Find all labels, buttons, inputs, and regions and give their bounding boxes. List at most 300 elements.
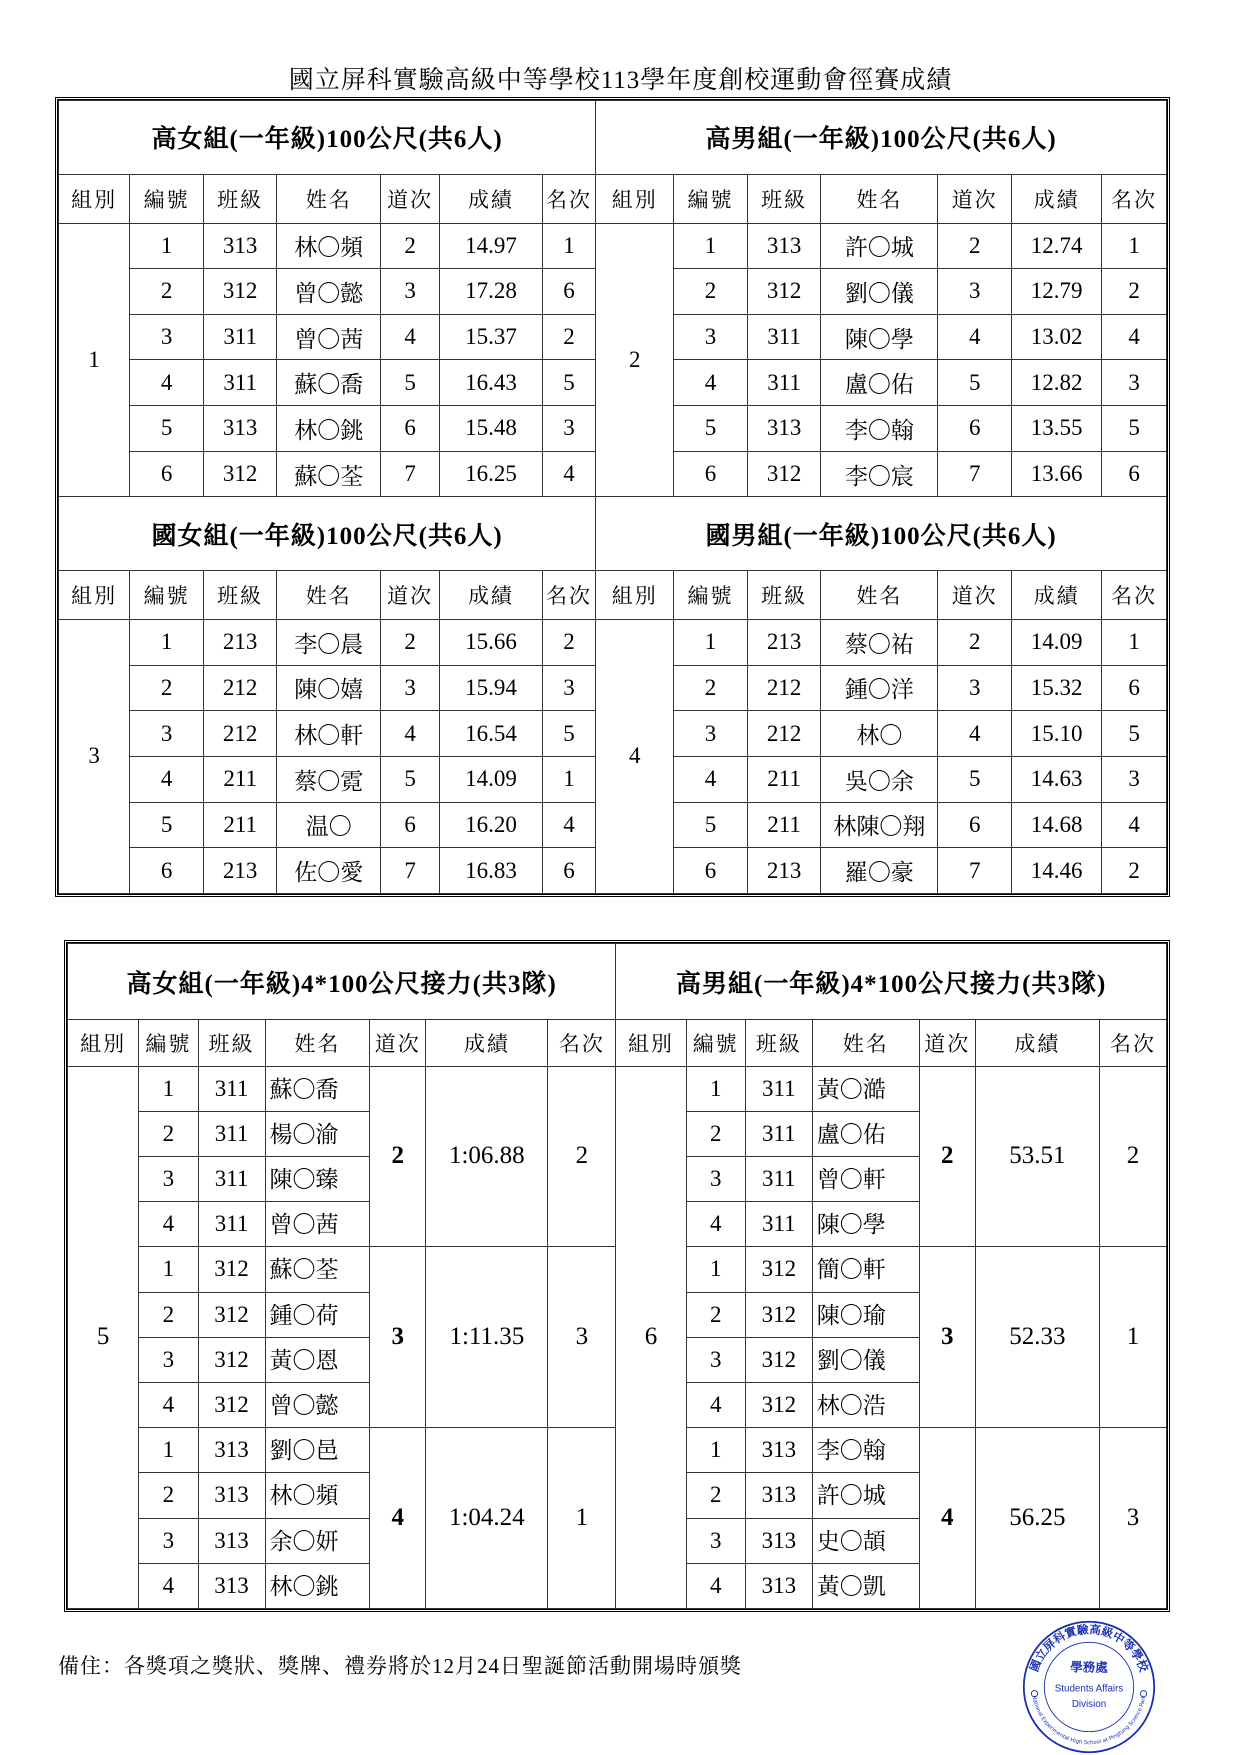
leg-number: 3 (686, 1337, 745, 1382)
athlete-name: 林〇銚 (277, 406, 381, 452)
athlete-name: 盧〇佑 (812, 1111, 919, 1156)
section-title: 國女組(一年級)100公尺(共6人) (59, 497, 596, 571)
column-header: 成績 (440, 570, 543, 619)
column-header: 組別 (68, 1020, 139, 1066)
rank: 1 (1102, 223, 1167, 269)
leg-number: 4 (686, 1202, 745, 1247)
footnote: 備住：各獎項之獎狀、獎牌、禮券將於12月24日聖誕節活動開場時頒獎 (58, 1654, 742, 1678)
column-header: 組別 (596, 570, 674, 619)
entry-number: 6 (674, 451, 748, 497)
athlete-name: 佐〇愛 (277, 848, 381, 894)
class-number: 311 (198, 1066, 265, 1111)
column-header: 班級 (747, 570, 821, 619)
lane: 2 (938, 619, 1012, 665)
entry-number: 3 (130, 711, 204, 757)
class-number: 311 (745, 1156, 812, 1201)
column-header: 名次 (542, 570, 596, 619)
column-header: 班級 (745, 1020, 812, 1066)
section-title: 高女組(一年級)100公尺(共6人) (59, 101, 596, 175)
lane: 2 (381, 619, 440, 665)
class-number: 312 (198, 1337, 265, 1382)
lane: 3 (938, 269, 1012, 315)
rank: 1 (1102, 619, 1167, 665)
rank: 6 (542, 848, 596, 894)
rank: 1 (542, 223, 596, 269)
stamp-center-en-2: Division (1071, 1699, 1107, 1711)
column-header: 組別 (59, 570, 130, 619)
lane: 5 (938, 756, 1012, 802)
athlete-name: 蘇〇喬 (265, 1066, 370, 1111)
athlete-name: 陳〇學 (812, 1202, 919, 1247)
column-header: 班級 (203, 174, 277, 223)
column-header: 編號 (139, 1020, 198, 1066)
class-number: 313 (198, 1563, 265, 1608)
entry-number: 5 (674, 802, 748, 848)
athlete-name: 林〇軒 (277, 711, 381, 757)
rank: 6 (542, 269, 596, 315)
rank: 5 (542, 360, 596, 406)
class-number: 311 (745, 1066, 812, 1111)
class-number: 313 (198, 1518, 265, 1563)
class-number: 311 (745, 1202, 812, 1247)
column-header: 編號 (674, 570, 748, 619)
lane: 5 (381, 756, 440, 802)
entry-number: 1 (674, 619, 748, 665)
leg-number: 1 (139, 1066, 198, 1111)
column-header: 名次 (542, 174, 596, 223)
class-number: 313 (203, 406, 277, 452)
athlete-name: 蘇〇喬 (277, 360, 381, 406)
rank: 1 (542, 756, 596, 802)
column-header: 道次 (381, 570, 440, 619)
result-time: 12.79 (1011, 269, 1101, 315)
class-number: 312 (747, 269, 821, 315)
rank: 2 (1102, 848, 1167, 894)
athlete-name: 楊〇渝 (265, 1111, 370, 1156)
rank: 3 (542, 406, 596, 452)
athlete-name: 劉〇邑 (265, 1428, 370, 1473)
result-time: 15.10 (1011, 711, 1101, 757)
class-number: 312 (745, 1382, 812, 1427)
result-time: 13.02 (1011, 314, 1101, 360)
athlete-name: 吳〇余 (821, 756, 938, 802)
class-number: 312 (745, 1247, 812, 1292)
result-time: 14.97 (440, 223, 543, 269)
athlete-name: 許〇城 (812, 1473, 919, 1518)
column-header: 姓名 (277, 570, 381, 619)
class-number: 212 (203, 711, 277, 757)
rank: 5 (542, 711, 596, 757)
athlete-name: 曾〇茜 (277, 314, 381, 360)
column-header: 姓名 (821, 174, 938, 223)
result-time: 13.66 (1011, 451, 1101, 497)
relay-results-table (64, 940, 1170, 1612)
section-title-row (59, 101, 1167, 175)
column-header: 成績 (975, 1020, 1099, 1066)
column-header: 姓名 (277, 174, 381, 223)
athlete-name: 林〇頻 (277, 223, 381, 269)
athlete-name: 林〇浩 (812, 1382, 919, 1427)
stamp-center-en-1: Students Affairs (1054, 1683, 1124, 1695)
result-time: 53.51 (975, 1066, 1099, 1247)
column-header: 名次 (1099, 1020, 1166, 1066)
result-time: 12.74 (1011, 223, 1101, 269)
leg-number: 3 (686, 1156, 745, 1201)
class-number: 312 (198, 1382, 265, 1427)
athlete-name: 盧〇佑 (821, 360, 938, 406)
result-time: 16.20 (440, 802, 543, 848)
column-header: 編號 (130, 174, 204, 223)
result-time: 16.54 (440, 711, 543, 757)
athlete-name: 曾〇懿 (265, 1382, 370, 1427)
athlete-name: 黃〇澔 (812, 1066, 919, 1111)
rank: 4 (1102, 802, 1167, 848)
lane: 7 (938, 848, 1012, 894)
result-time: 17.28 (440, 269, 543, 315)
result-time: 56.25 (975, 1428, 1099, 1609)
class-number: 311 (203, 360, 277, 406)
leg-number: 2 (139, 1111, 198, 1156)
class-number: 311 (203, 314, 277, 360)
athlete-name: 黃〇凱 (812, 1563, 919, 1608)
rank: 5 (1102, 406, 1167, 452)
stamp-ring-text: 國立屏科實驗高級中等學校 (1026, 1622, 1152, 1674)
result-time: 16.83 (440, 848, 543, 894)
result-time: 14.09 (440, 756, 543, 802)
result-time: 14.46 (1011, 848, 1101, 894)
athlete-name: 鍾〇荷 (265, 1292, 370, 1337)
section-title: 國男組(一年級)100公尺(共6人) (596, 497, 1167, 571)
students-affairs-stamp (1022, 1620, 1156, 1754)
athlete-name: 鍾〇洋 (821, 665, 938, 711)
class-number: 311 (198, 1202, 265, 1247)
leg-number: 3 (686, 1518, 745, 1563)
athlete-name: 蔡〇霓 (277, 756, 381, 802)
rank: 3 (1102, 360, 1167, 406)
class-number: 312 (745, 1337, 812, 1382)
class-number: 312 (203, 269, 277, 315)
entry-number: 2 (674, 269, 748, 315)
class-number: 312 (745, 1292, 812, 1337)
entry-number: 1 (674, 223, 748, 269)
entry-number: 4 (130, 756, 204, 802)
athlete-name: 林陳〇翔 (821, 802, 938, 848)
lane: 4 (370, 1428, 426, 1609)
result-time: 16.43 (440, 360, 543, 406)
athlete-name: 林〇 (821, 711, 938, 757)
athlete-name: 温〇 (277, 802, 381, 848)
column-header: 成績 (1011, 570, 1101, 619)
rank: 4 (542, 451, 596, 497)
column-header: 班級 (747, 174, 821, 223)
leg-number: 4 (686, 1563, 745, 1608)
column-header: 班級 (203, 570, 277, 619)
class-number: 213 (747, 619, 821, 665)
class-number: 211 (203, 756, 277, 802)
class-number: 311 (745, 1111, 812, 1156)
athlete-name: 李〇宸 (821, 451, 938, 497)
athlete-name: 李〇晨 (277, 619, 381, 665)
rank: 3 (548, 1247, 616, 1428)
rank: 3 (542, 665, 596, 711)
lane: 5 (381, 360, 440, 406)
column-header-row (68, 1020, 1167, 1066)
result-time: 1:06.88 (426, 1066, 548, 1247)
leg-number: 1 (686, 1066, 745, 1111)
lane: 2 (938, 223, 1012, 269)
column-header: 成績 (426, 1020, 548, 1066)
section-title: 高女組(一年級)4*100公尺接力(共3隊) (68, 944, 616, 1020)
lane: 6 (381, 802, 440, 848)
athlete-name: 林〇銚 (265, 1563, 370, 1608)
entry-number: 3 (674, 314, 748, 360)
result-time: 15.32 (1011, 665, 1101, 711)
class-number: 313 (745, 1428, 812, 1473)
section-title-row (68, 944, 1167, 1020)
group-number: 1 (59, 223, 130, 497)
result-time: 1:11.35 (426, 1247, 548, 1428)
rank: 5 (1102, 711, 1167, 757)
class-number: 313 (745, 1518, 812, 1563)
column-header: 編號 (130, 570, 204, 619)
column-header: 名次 (1102, 570, 1167, 619)
column-header-row (59, 174, 1167, 223)
result-time: 14.63 (1011, 756, 1101, 802)
class-number: 312 (198, 1247, 265, 1292)
table-row (59, 223, 1167, 269)
lane: 7 (381, 451, 440, 497)
column-header: 組別 (596, 174, 674, 223)
result-time: 14.68 (1011, 802, 1101, 848)
lane: 5 (938, 360, 1012, 406)
leg-number: 2 (139, 1292, 198, 1337)
athlete-name: 許〇城 (821, 223, 938, 269)
lane: 2 (381, 223, 440, 269)
class-number: 211 (203, 802, 277, 848)
class-number: 313 (745, 1563, 812, 1608)
athlete-name: 陳〇嬉 (277, 665, 381, 711)
leg-number: 3 (139, 1518, 198, 1563)
column-header: 編號 (686, 1020, 745, 1066)
leg-number: 1 (139, 1428, 198, 1473)
column-header: 成績 (1011, 174, 1101, 223)
entry-number: 3 (674, 711, 748, 757)
athlete-name: 陳〇學 (821, 314, 938, 360)
entry-number: 1 (130, 619, 204, 665)
entry-number: 6 (674, 848, 748, 894)
lane: 4 (381, 711, 440, 757)
column-header: 道次 (938, 570, 1012, 619)
class-number: 311 (198, 1111, 265, 1156)
leg-number: 2 (686, 1111, 745, 1156)
athlete-name: 林〇頻 (265, 1473, 370, 1518)
column-header: 成績 (440, 174, 543, 223)
class-number: 313 (745, 1473, 812, 1518)
column-header: 組別 (59, 174, 130, 223)
athlete-name: 曾〇茜 (265, 1202, 370, 1247)
entry-number: 2 (130, 269, 204, 315)
result-time: 15.37 (440, 314, 543, 360)
athlete-name: 羅〇豪 (821, 848, 938, 894)
athlete-name: 史〇頡 (812, 1518, 919, 1563)
entry-number: 2 (130, 665, 204, 711)
rank: 4 (1102, 314, 1167, 360)
class-number: 212 (747, 665, 821, 711)
lane: 4 (381, 314, 440, 360)
result-time: 52.33 (975, 1247, 1099, 1428)
column-header: 道次 (938, 174, 1012, 223)
column-header: 道次 (381, 174, 440, 223)
athlete-name: 余〇妍 (265, 1518, 370, 1563)
athlete-name: 李〇翰 (821, 406, 938, 452)
class-number: 311 (198, 1156, 265, 1201)
entry-number: 3 (130, 314, 204, 360)
class-number: 213 (203, 848, 277, 894)
column-header: 姓名 (812, 1020, 919, 1066)
athlete-name: 黃〇恩 (265, 1337, 370, 1382)
athlete-name: 李〇翰 (812, 1428, 919, 1473)
rank: 3 (1102, 756, 1167, 802)
column-header: 組別 (616, 1020, 686, 1066)
leg-number: 1 (686, 1247, 745, 1292)
class-number: 312 (203, 451, 277, 497)
class-number: 312 (747, 451, 821, 497)
entry-number: 4 (130, 360, 204, 406)
entry-number: 6 (130, 451, 204, 497)
leg-number: 3 (139, 1156, 198, 1201)
column-header: 姓名 (265, 1020, 370, 1066)
athlete-name: 蔡〇祐 (821, 619, 938, 665)
lane: 3 (381, 269, 440, 315)
lane: 4 (938, 314, 1012, 360)
column-header-row (59, 570, 1167, 619)
result-time: 13.55 (1011, 406, 1101, 452)
class-number: 213 (747, 848, 821, 894)
entry-number: 4 (674, 756, 748, 802)
leg-number: 2 (139, 1473, 198, 1518)
lane: 2 (919, 1066, 975, 1247)
athlete-name: 陳〇臻 (265, 1156, 370, 1201)
rank: 2 (1099, 1066, 1166, 1247)
lane: 4 (938, 711, 1012, 757)
group-number: 6 (616, 1066, 686, 1608)
athlete-name: 蘇〇荃 (265, 1247, 370, 1292)
class-number: 313 (747, 406, 821, 452)
class-number: 211 (747, 802, 821, 848)
column-header: 名次 (1102, 174, 1167, 223)
section-title: 高男組(一年級)4*100公尺接力(共3隊) (616, 944, 1167, 1020)
athlete-name: 曾〇懿 (277, 269, 381, 315)
entry-number: 2 (674, 665, 748, 711)
leg-number: 4 (139, 1202, 198, 1247)
lane: 7 (938, 451, 1012, 497)
rank: 1 (548, 1428, 616, 1609)
athlete-name: 簡〇軒 (812, 1247, 919, 1292)
table-row (59, 619, 1167, 665)
leg-number: 2 (686, 1473, 745, 1518)
lane: 3 (938, 665, 1012, 711)
lane: 7 (381, 848, 440, 894)
class-number: 213 (203, 619, 277, 665)
athlete-name: 曾〇軒 (812, 1156, 919, 1201)
class-number: 313 (203, 223, 277, 269)
leg-number: 1 (139, 1247, 198, 1292)
rank: 3 (1099, 1428, 1166, 1609)
stamp-ring-en: National Experimental High School at Pingtung Science Park (1030, 1695, 1148, 1747)
section-title-row (59, 497, 1167, 571)
column-header: 班級 (198, 1020, 265, 1066)
class-number: 212 (747, 711, 821, 757)
class-number: 312 (198, 1292, 265, 1337)
entry-number: 5 (130, 406, 204, 452)
rank: 6 (1102, 665, 1167, 711)
result-time: 15.66 (440, 619, 543, 665)
result-time: 14.09 (1011, 619, 1101, 665)
section-title: 高男組(一年級)100公尺(共6人) (596, 101, 1167, 175)
lane: 6 (938, 802, 1012, 848)
rank: 2 (542, 619, 596, 665)
lane: 3 (370, 1247, 426, 1428)
entry-number: 6 (130, 848, 204, 894)
leg-number: 4 (139, 1382, 198, 1427)
lane: 4 (919, 1428, 975, 1609)
class-number: 313 (198, 1428, 265, 1473)
entry-number: 5 (130, 802, 204, 848)
document-title: 國立屏科實驗高級中等學校113學年度創校運動會徑賽成績 (288, 67, 953, 94)
class-number: 313 (198, 1473, 265, 1518)
column-header: 編號 (674, 174, 748, 223)
athlete-name: 蘇〇荃 (277, 451, 381, 497)
class-number: 313 (747, 223, 821, 269)
column-header: 名次 (548, 1020, 616, 1066)
result-time: 15.48 (440, 406, 543, 452)
lane: 6 (381, 406, 440, 452)
leg-number: 4 (139, 1563, 198, 1608)
class-number: 212 (203, 665, 277, 711)
lane: 3 (919, 1247, 975, 1428)
rank: 6 (1102, 451, 1167, 497)
rank: 2 (1102, 269, 1167, 315)
sprint-results-table (55, 97, 1170, 897)
group-number: 5 (68, 1066, 139, 1608)
group-number: 2 (596, 223, 674, 497)
leg-number: 2 (686, 1292, 745, 1337)
result-time: 15.94 (440, 665, 543, 711)
lane: 6 (938, 406, 1012, 452)
rank: 4 (542, 802, 596, 848)
leg-number: 4 (686, 1382, 745, 1427)
rank: 1 (1099, 1247, 1166, 1428)
rank: 2 (542, 314, 596, 360)
class-number: 211 (747, 756, 821, 802)
leg-number: 3 (139, 1337, 198, 1382)
table-row (68, 1066, 1167, 1111)
group-number: 4 (596, 619, 674, 893)
athlete-name: 劉〇儀 (812, 1337, 919, 1382)
lane: 3 (381, 665, 440, 711)
stamp-center-zh: 學務處 (1070, 1660, 1108, 1675)
entry-number: 4 (674, 360, 748, 406)
class-number: 311 (747, 314, 821, 360)
class-number: 311 (747, 360, 821, 406)
result-time: 12.82 (1011, 360, 1101, 406)
leg-number: 1 (686, 1428, 745, 1473)
result-time: 1:04.24 (426, 1428, 548, 1609)
column-header: 姓名 (821, 570, 938, 619)
column-header: 道次 (919, 1020, 975, 1066)
lane: 2 (370, 1066, 426, 1247)
athlete-name: 劉〇儀 (821, 269, 938, 315)
